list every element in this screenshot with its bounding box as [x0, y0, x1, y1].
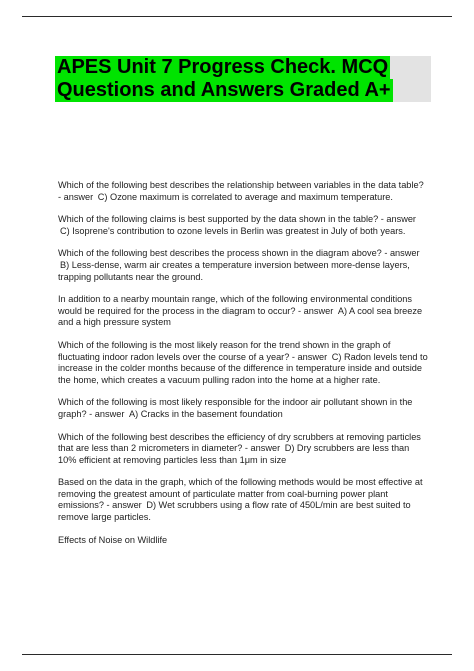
question-text: In addition to a nearby mountain range, which of the following environmental conditions would be required for the process in the diagram to occur? - answer: [58, 294, 412, 316]
qa-item: [58, 294, 428, 329]
answer-text: D) Dry scrubbers are less than 10% efficient at removing particles less than 1μm in size: [58, 443, 410, 465]
question-text: Which of the following claims is best supported by the data shown in the table? - answer: [58, 214, 416, 225]
section-heading: Effects of Noise on Wildlife: [58, 534, 168, 545]
question-text: Which of the following best describes the process shown in the diagram above? - answer: [58, 248, 420, 259]
answer-text: C) Isoprene's contribution to ozone levels in Berlin was greatest in July of both years.: [60, 225, 406, 236]
qa-item: [58, 432, 428, 467]
document-title-line-1: APES Unit 7 Progress Check. MCQ: [57, 56, 389, 78]
answer-text: A) A cool sea breeze and a high pressure system: [58, 305, 423, 328]
question-text: Which of the following best describes the efficiency of dry scrubbers at removing particles that are less than 2 micrometers in diameter? - answer: [58, 431, 421, 454]
qa-item: [58, 180, 428, 203]
answer-text: B) Less-dense, warm air creates a temperature inversion between more-dense layers, trapping pollutants near the ground.: [58, 259, 410, 282]
qa-item: [58, 397, 428, 420]
question-text: Which of the following best describes the relationship between variables in the data table? - answer: [58, 180, 424, 202]
answer-text: C) Radon levels tend to increase in the colder months because of the difference in temperature inside and outside the home, which creates a vacuum pulling radon into the home at a higher rate.: [58, 351, 428, 385]
qa-item: [58, 214, 428, 237]
answer-text: A) Cracks in the basement foundation: [128, 408, 283, 419]
answer-text: D) Wet scrubbers using a flow rate of 450L/min are best suited to remove large particles.: [58, 500, 411, 523]
document-title-line-2: Questions and Answers Graded A+: [57, 79, 391, 101]
question-text: Which of the following is most likely responsible for the indoor air pollutant shown in the graph? - answer: [58, 397, 413, 419]
qa-item: [58, 248, 428, 283]
bottom-rule: [22, 654, 452, 655]
qa-item: [58, 340, 428, 386]
qa-list: [58, 180, 428, 546]
question-text: Which of the following is the most likely reason for the trend shown in the graph of fluctuating indoor radon levels over the course of a year? - answer: [58, 339, 391, 362]
question-text: Based on the data in the graph, which of the following methods would be most effective at removing the greatest amount of particulate matter from coal-burning power plant emissions? - answer: [58, 477, 423, 511]
top-rule: [22, 16, 452, 17]
qa-item: [58, 477, 428, 523]
answer-text: C) Ozone maximum is correlated to average and maximum temperature.: [97, 191, 393, 202]
